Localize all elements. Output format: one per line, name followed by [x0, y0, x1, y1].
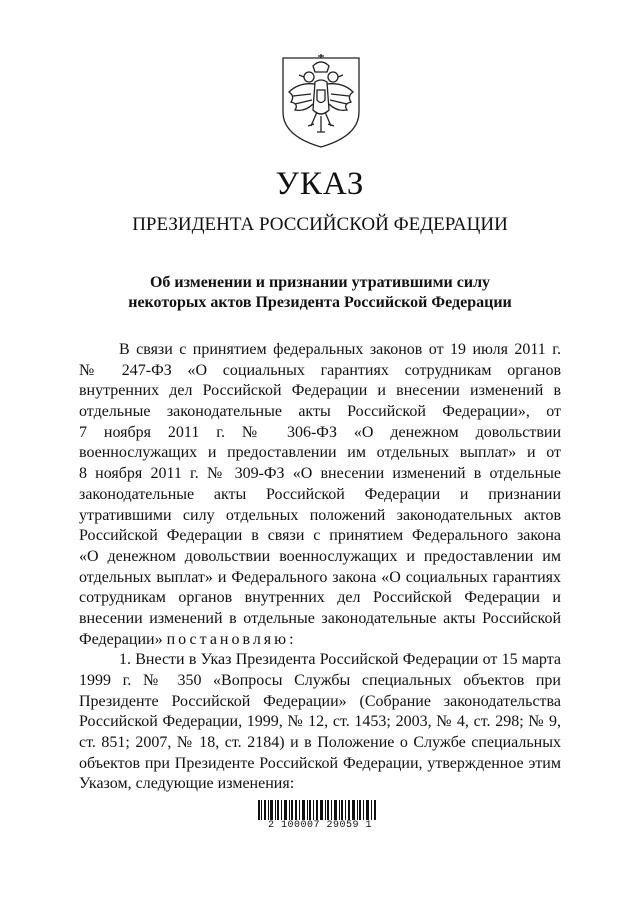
- body-line: Указом, следующие изменения:: [79, 775, 295, 793]
- body-line: 8 ноября 2011 г. № 309-ФЗ «О внесении изменений в отдельные: [79, 465, 561, 483]
- body-line: 1999 г. № 350 «Вопросы Службы специальных объектов при: [79, 672, 561, 689]
- body-line: отдельные законодательные акты Российской Федерации», от: [79, 403, 561, 421]
- body-line: законодательные акты Российской Федерации и признании: [79, 485, 561, 503]
- decree-word: постановляю:: [166, 630, 297, 648]
- body-line-decree: [79, 630, 561, 651]
- body-line: военнослужащих и предоставлении им отдельных выплат» и от: [79, 444, 561, 462]
- barcode-image: [258, 800, 378, 820]
- document-subtitle: ПРЕЗИДЕНТА РОССИЙСКОЙ ФЕДЕРАЦИИ: [132, 214, 508, 235]
- body-line: внутренних дел Российской Федерации и внесении изменений в: [79, 382, 561, 400]
- body-line: ст. 851; 2007, № 18, ст. 2184) и в Положение о Службе специальных: [79, 734, 561, 752]
- body-line: № 247-ФЗ «О социальных гарантиях сотрудникам органов: [79, 361, 561, 379]
- heading-line: Об изменении и признании утратившими силу: [149, 274, 491, 291]
- body-line: 7 ноября 2011 г. № 306-ФЗ «О денежном довольствии: [79, 423, 561, 441]
- body-line: 1. Внести в Указ Президента Российской Федерации от 15 марта: [119, 651, 561, 669]
- body-line: Федерации»: [79, 630, 163, 648]
- document-title: УКАЗ: [275, 166, 365, 202]
- body-line: Российской Федерации, 1999, № 12, ст. 1453; 2003, № 4, ст. 298; № 9,: [79, 713, 561, 731]
- body-line: сотрудникам органов внутренних дел Российской Федерации и: [79, 589, 561, 607]
- body-line: В связи с принятием федеральных законов от 19 июля 2011 г.: [119, 341, 561, 358]
- body-line: объектов при Президенте Российской Федерации, утвержденное этим: [79, 754, 561, 772]
- body-line: Российской Федерации в связи с принятием Федерального закона: [79, 527, 561, 545]
- body-line: отдельных выплат» и Федерального закона «О социальных гарантиях: [79, 568, 561, 586]
- body-line: «О денежном довольствии военнослужащих и предоставлении им: [79, 547, 561, 565]
- body-line: Президенте Российской Федерации» (Собрание законодательства: [79, 692, 561, 710]
- document-heading: [90, 273, 550, 313]
- heading-line: некоторых актов Президента Российской Федерации: [128, 294, 512, 311]
- body-line: утратившими силу отдельных положений законодательных актов: [79, 506, 561, 524]
- barcode-number: 2 100007 29059 1: [267, 820, 372, 831]
- coat-of-arms-emblem: [275, 52, 367, 150]
- body-line: внесении изменений в отдельные законодательные акты Российской: [79, 609, 561, 627]
- document-body: [79, 340, 561, 795]
